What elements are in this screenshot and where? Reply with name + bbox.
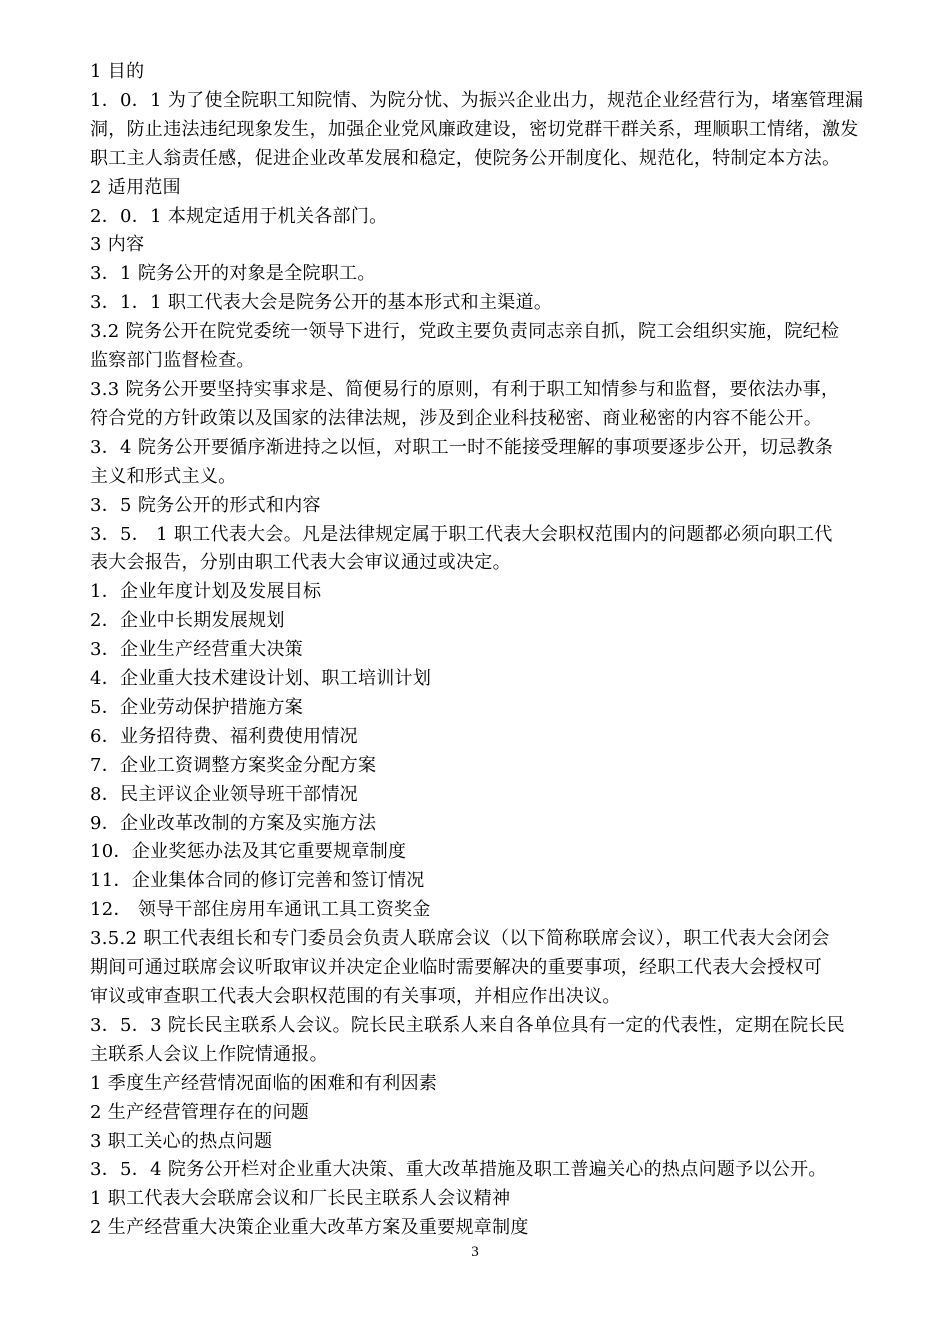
text-line: 1 季度生产经营情况面临的困难和有利因素 [90, 1072, 438, 1094]
text-line: 职工主人翁责任感，促进企业改革发展和稳定，使院务公开制度化、规范化，特制定本方法。 [90, 147, 841, 169]
text-line: 主联系人会议上作院情通报。 [90, 1043, 328, 1065]
document-body [90, 58, 870, 1243]
text-line: 3．1．1 职工代表大会是院务公开的基本形式和主渠道。 [90, 292, 553, 314]
text-line: 4．企业重大技术建设计划、职工培训计划 [90, 668, 432, 690]
text-line: 1 目的 [90, 61, 145, 82]
text-line: 表大会报告，分别由职工代表大会审议通过或决定。 [90, 552, 511, 574]
text-line: 8．民主评议企业领导班干部情况 [90, 783, 358, 805]
text-line: 5．企业劳动保护措施方案 [90, 696, 304, 718]
text-line: 1．企业年度计划及发展目标 [90, 581, 322, 603]
text-line: 3．4 院务公开要循序渐进持之以恒，对职工一时不能接受理解的事项要逐步公开，切忌教条 [90, 436, 834, 458]
text-line: 3.3 院务公开要坚持实事求是、简便易行的原则，有利于职工知情参与和监督，要依法办事， [90, 378, 840, 400]
text-line: 3 内容 [90, 234, 145, 256]
text-line: 3．企业生产经营重大决策 [90, 639, 304, 661]
text-line: 期间可通过联席会议听取审议并决定企业临时需要解决的重要事项，经职工代表大会授权可 [90, 957, 822, 979]
text-line: 2 适用范围 [90, 176, 181, 198]
text-line: 3．5．4 院务公开栏对企业重大决策、重大改革措施及职工普遍关心的热点问题予以公开。 [90, 1159, 827, 1181]
text-line: 3．1 院务公开的对象是全院职工。 [90, 263, 376, 285]
text-line: 3 职工关心的热点问题 [90, 1130, 273, 1152]
text-line: 3.5.2 职工代表组长和专门委员会负责人联席会议（以下简称联席会议），职工代表大会闭会 [90, 928, 830, 950]
text-line: 3．5． 1 职工代表大会。凡是法律规定属于职工代表大会职权范围内的问题都必须向职工代 [90, 523, 833, 545]
text-line: 审议或审查职工代表大会职权范围的有关事项，并相应作出决议。 [90, 986, 621, 1007]
text-line: 10．企业奖惩办法及其它重要规章制度 [90, 841, 407, 863]
text-line: 9．企业改革改制的方案及实施方法 [90, 812, 377, 834]
page-number: 3 [471, 1244, 479, 1260]
text-line: 3.2 院务公开在院党委统一领导下进行，党政主要负责同志亲自抓，院工会组织实施，院纪检 [90, 321, 840, 343]
text-line: 主义和形式主义。 [90, 465, 237, 487]
text-line: 11．企业集体合同的修订完善和签订情况 [90, 870, 425, 892]
text-line: 6．业务招待费、福利费使用情况 [90, 725, 358, 747]
text-line: 2．企业中长期发展规划 [90, 610, 285, 632]
text-line: 洞，防止违法违纪现象发生，加强企业党风廉政建设，密切党群干群关系，理顺职工情绪，激发 [90, 118, 859, 140]
text-line: 2 生产经营管理存在的问题 [90, 1101, 310, 1123]
text-line: 12． 领导干部住房用车通讯工具工资奖金 [90, 899, 431, 921]
text-line: 符合党的方针政策以及国家的法律法规，涉及到企业科技秘密、商业秘密的内容不能公开。 [90, 407, 822, 429]
text-line: 3．5 院务公开的形式和内容 [90, 494, 321, 516]
text-line: 7．企业工资调整方案奖金分配方案 [90, 754, 377, 776]
text-line: 2 生产经营重大决策企业重大改革方案及重要规章制度 [90, 1217, 529, 1239]
text-line: 1 职工代表大会联席会议和厂长民主联系人会议精神 [90, 1188, 511, 1210]
text-line: 3．5．3 院长民主联系人会议。院长民主联系人来自各单位具有一定的代表性，定期在院长民 [90, 1014, 845, 1036]
text-line: 1．0．1 为了使全院职工知院情、为院分忧、为振兴企业出力，规范企业经营行为，堵塞管理漏 [90, 89, 864, 111]
text-line: 监察部门监督检查。 [90, 350, 255, 372]
text-line: 2．0．1 本规定适用于机关各部门。 [90, 205, 388, 227]
